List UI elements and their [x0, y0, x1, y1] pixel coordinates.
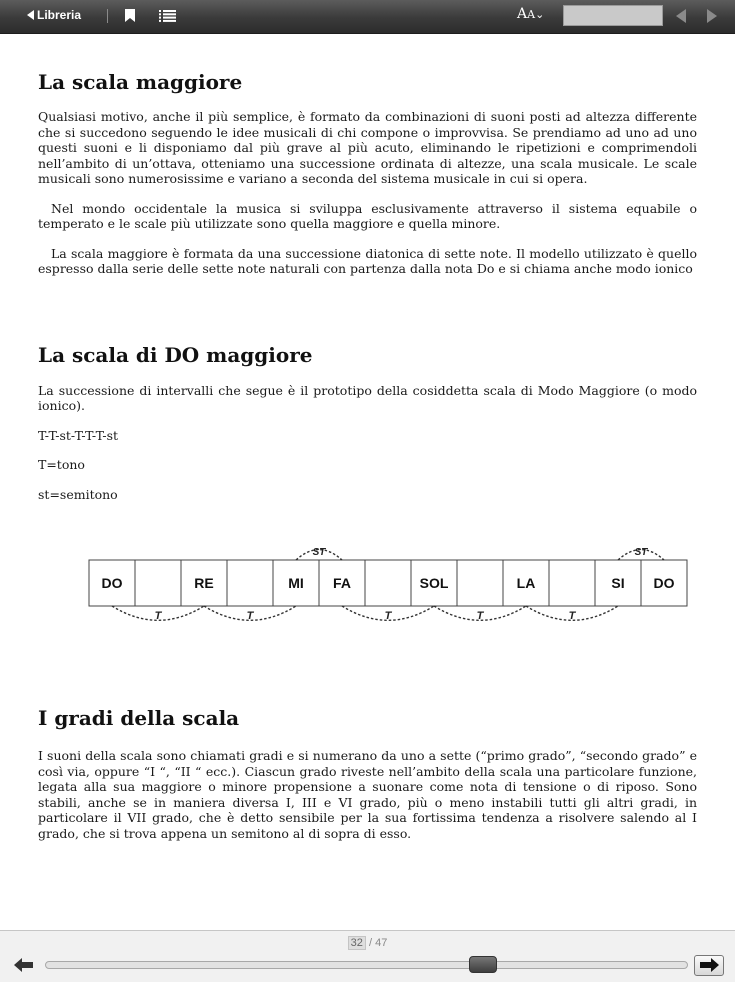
note-label: DO	[653, 575, 675, 591]
scale-cell	[549, 560, 595, 606]
page-counter	[0, 937, 735, 949]
note-label: SI	[611, 575, 625, 591]
page-slider-thumb[interactable]	[469, 956, 497, 973]
note-label: LA	[516, 575, 536, 591]
paragraph: Nel mondo occidentale la musica si sviluppa esclusivamente attraverso il sistema equabile o temperato e le scale più utilizzate sono quella maggiore e quella minore.	[38, 200, 697, 231]
major-scale-diagram	[38, 526, 697, 636]
bookmark-icon[interactable]	[125, 9, 135, 22]
table-of-contents-icon[interactable]	[159, 10, 176, 22]
library-label: Libreria	[37, 8, 82, 22]
book-page	[38, 70, 697, 841]
section-title: La scala di DO maggiore	[38, 342, 313, 367]
note-label: RE	[194, 575, 214, 591]
toolbar-divider	[107, 9, 108, 23]
semitone-label: ST	[312, 547, 326, 558]
font-size-icon: A	[517, 6, 528, 22]
note-label: DO	[101, 575, 123, 591]
total-pages: / 47	[368, 937, 388, 949]
bottom-navigation-bar	[0, 930, 735, 982]
tone-label: T	[154, 610, 162, 622]
legend-semitone: st=semitono	[38, 486, 118, 502]
previous-result-icon[interactable]	[676, 9, 686, 23]
next-result-icon[interactable]	[707, 9, 717, 23]
paragraph: Qualsiasi motivo, anche il più semplice, è formato da combinazioni di suoni posti ad altezza differente che si succedono seguendo le idee musicali di chi compone o improvvisa. Se prendiamo ad uno ad uno questi suoni e li disponiamo dal più grave al più acuto, eliminando le ripetizioni e comprimendoli nell’ambito di un’ottava, otteniamo una successione ordinata di altezze, una scala musicale. Le scale musicali sono numerosissime e variano a seconda del sistema musicale in cui si opera.	[38, 109, 697, 186]
paragraph: La successione di intervalli che segue è il prototipo della cosiddetta scala di Modo Maggiore (o modo ionico).	[38, 382, 697, 413]
previous-page-icon[interactable]	[14, 958, 34, 972]
next-page-icon	[699, 958, 719, 972]
scale-cell	[365, 560, 411, 606]
scale-cell	[457, 560, 503, 606]
section-title: I gradi della scala	[38, 706, 240, 730]
scale-cell	[227, 560, 273, 606]
font-size-button[interactable]: AA⌄	[517, 6, 545, 22]
back-arrow-icon	[27, 10, 34, 20]
interval-formula: T-T-st-T-T-T-st	[38, 427, 119, 443]
current-page-number: 32	[348, 936, 366, 950]
note-label: FA	[333, 575, 351, 591]
top-toolbar	[0, 0, 735, 34]
next-page-button[interactable]	[694, 955, 724, 976]
paragraph: I suoni della scala sono chiamati gradi e si numerano da uno a sette (“primo grado”, “secondo grado” e così via, oppure “I “, “II “ ecc.). Ciascun grado riveste nell’ambito della scala una particolare funzione, legata alla sua maggiore o minore propensione a suonare come nota di tensione o di riposo. Sono stabili, anche se in maniera diversa I, III e VI grado, più o meno instabili tutti gli altri gradi, in particolare il VII grado, che è detto sensibile per la sua fortissima tendenza a risolvere salendo al I grado, che si trova appena un semitono al di sopra di esso.	[38, 748, 697, 841]
tone-label: T	[246, 610, 254, 622]
tone-label: T	[568, 610, 576, 622]
chevron-down-icon: ⌄	[535, 8, 545, 21]
search-input[interactable]	[563, 5, 663, 26]
note-label: SOL	[419, 575, 449, 591]
legend-tone: T=tono	[38, 457, 85, 472]
semitone-label: ST	[634, 547, 648, 558]
library-button[interactable]	[27, 8, 81, 22]
page-slider-track[interactable]	[45, 961, 688, 969]
tone-label: T	[476, 610, 484, 622]
section-title: La scala maggiore	[38, 70, 243, 94]
note-label: MI	[288, 575, 304, 591]
tone-label: T	[384, 610, 392, 622]
scale-cell	[135, 560, 181, 606]
paragraph: La scala maggiore è formata da una successione diatonica di sette note. Il modello utilizzato è quello espresso dalla serie delle sette note naturali con partenza dalla nota Do e si chiama anche modo ionico	[38, 245, 697, 276]
